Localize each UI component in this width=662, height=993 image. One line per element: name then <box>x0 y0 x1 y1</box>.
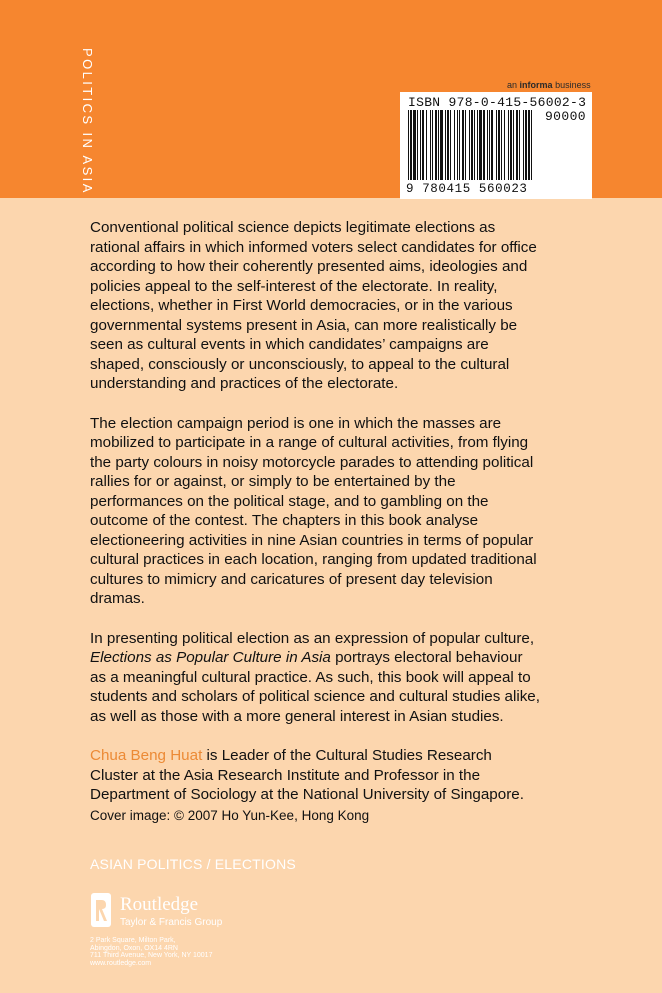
barcode-bar <box>417 110 418 180</box>
publisher-addresses <box>90 937 212 967</box>
barcode-bar <box>471 110 473 180</box>
barcode-bar <box>430 110 431 180</box>
barcode-bar <box>508 110 509 180</box>
back-cover-blurb <box>90 218 540 825</box>
cover-image-credit: Cover image: © 2007 Ho Yun-Kee, Hong Kong <box>90 808 370 823</box>
barcode-bar <box>487 110 488 180</box>
routledge-logo-icon <box>90 892 114 930</box>
barcode-bar <box>454 110 455 180</box>
barcode-bar <box>491 110 493 180</box>
barcode-bar <box>504 110 505 180</box>
barcode-bar <box>519 110 520 180</box>
barcode-bar <box>498 110 500 180</box>
informa-suffix: business <box>555 80 591 90</box>
barcode-bar <box>447 110 449 180</box>
barcode-box <box>400 92 592 199</box>
barcode-bar <box>496 110 497 180</box>
publisher-name: Routledge <box>120 894 199 915</box>
address-line: 2 Park Square, Milton Park, <box>90 937 176 944</box>
barcode-bar <box>477 110 478 180</box>
barcode-bar <box>489 110 490 180</box>
informa-brand: informa <box>519 80 553 90</box>
barcode-bar <box>420 110 421 180</box>
barcode-bar <box>413 110 416 180</box>
barcode-bar <box>457 110 458 180</box>
informa-business-tag <box>507 80 591 90</box>
barcode-bar <box>516 110 518 180</box>
barcode-bar <box>410 110 412 180</box>
barcode-bar <box>445 110 446 180</box>
barcode-bar <box>426 110 427 180</box>
blurb-paragraph-2: The election campaign period is one in which the masses are mobilized to participate in a range of cultural activities, from flying the party colours in noisy motorcycle parades to attending political rallies for or against, or simply to be entertained by the performances on the political stage, and to gambling on the outcome of the contest. The chapters in this book analyse electioneering activities in nine Asian countries in terms of popular cultural practices in each location, ranging from updated traditional cultures to mimicry and caricatures of present day television dramas. <box>90 414 537 607</box>
barcode-bar <box>513 110 514 180</box>
barcode-bar <box>462 110 464 180</box>
barcode-bar <box>469 110 470 180</box>
barcode-bar <box>510 110 512 180</box>
ean-digits: 9 780415 560023 <box>406 182 528 196</box>
barcode-bar <box>483 110 485 180</box>
barcode-bar <box>438 110 439 180</box>
barcode-bar <box>525 110 527 180</box>
barcode-bar <box>435 110 437 180</box>
address-line: 711 Third Avenue, New York, NY 10017 <box>90 952 213 960</box>
address-line: Abingdon, Oxon, OX14 4RN <box>90 944 178 952</box>
barcode-bar <box>432 110 433 180</box>
publisher-website: www.routledge.com <box>90 959 152 967</box>
informa-prefix: an <box>507 80 518 90</box>
barcode-bar <box>465 110 466 180</box>
series-title-vertical: POLITICS IN ASIA <box>80 48 95 195</box>
isbn-label: ISBN 978-0-415-56002-3 <box>408 95 587 110</box>
barcode-bar <box>474 110 475 180</box>
barcode-bar <box>422 110 424 180</box>
barcode-bar <box>501 110 502 180</box>
barcode-bar <box>531 110 532 180</box>
publisher-group: Taylor & Francis Group <box>120 917 223 928</box>
barcode-graphic <box>406 110 586 182</box>
subject-category: ASIAN POLITICS / ELECTIONS <box>90 856 296 872</box>
author-name: Chua Beng Huat <box>90 747 203 764</box>
barcode-bar <box>479 110 482 180</box>
blurb-p3-lead: In presenting political election as an expression of popular culture, <box>90 629 535 647</box>
author-bio <box>90 746 540 805</box>
barcode-bar <box>523 110 524 180</box>
price-code: 90000 <box>544 109 586 124</box>
barcode-bar <box>408 110 409 180</box>
barcode-bar <box>459 110 460 180</box>
book-title-italic: Elections as Popular Culture in Asia <box>90 649 331 666</box>
barcode-bar <box>528 110 530 180</box>
blurb-paragraph-3 <box>90 629 540 727</box>
blurb-p3-rest: portrays electoral behaviour as a meaningful cultural practice. As such, this book will appeal to students and scholars of political science and cultural studies alike, as well as those with a more general interest in Asian studies. <box>90 649 540 725</box>
author-bio-text: is Leader of the Cultural Studies Research Cluster at the Asia Research Institute and Professor in the Department of Sociology at the National University of Singapore. <box>90 747 524 803</box>
barcode-bar <box>450 110 451 180</box>
blurb-paragraph-1: Conventional political science depicts legitimate elections as rational affairs in which informed voters select candidates for office according to how their coherently presented aims, ideologies and policies appeal to the self-interest of the electorate. In reality, elections, whether in First World democracies, or in the various governmental systems present in Asia, can more realistically be seen as cultural events in which candidates’ campaigns are shaped, consciously or unconsciously, to appeal to the cultural understanding and practices of the electorate. <box>90 219 537 392</box>
barcode-bar <box>440 110 443 180</box>
